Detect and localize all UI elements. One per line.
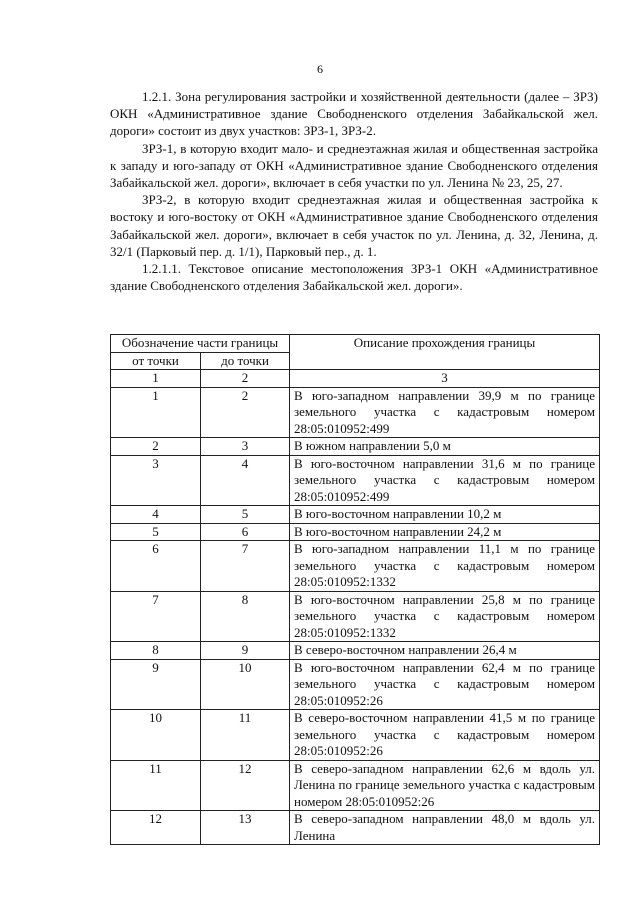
column-number: 2 bbox=[201, 370, 290, 388]
table-row bbox=[111, 455, 600, 506]
boundary-description-cell: В северо-восточном направлении 41,5 м по границе земельного участка с кадастровым номером 28:05:010952:26 bbox=[290, 710, 600, 761]
table-row bbox=[111, 591, 600, 642]
table-row bbox=[111, 760, 600, 811]
header-boundary-part: Обозначение части границы bbox=[111, 335, 290, 353]
header-from-point: от точки bbox=[111, 352, 201, 370]
to-point-cell: 5 bbox=[201, 506, 290, 524]
from-point-cell: 8 bbox=[111, 642, 201, 660]
paragraph-zrz-1-description-heading: 1.2.1.1. Текстовое описание местоположения ЗРЗ-1 ОКН «Административное здание Свободненского отделения Забайкальской жел. дороги». bbox=[110, 261, 598, 294]
boundary-description-cell: В юго-западном направлении 39,9 м по границе земельного участка с кадастровым номером 28:05:010952:499 bbox=[290, 387, 600, 438]
to-point-cell: 10 bbox=[201, 659, 290, 710]
from-point-cell: 7 bbox=[111, 591, 201, 642]
boundary-description-cell: В юго-восточном направлении 25,8 м по границе земельного участка с кадастровым номером 28:05:010952:1332 bbox=[290, 591, 600, 642]
from-point-cell: 4 bbox=[111, 506, 201, 524]
paragraph-zrz-overview: 1.2.1. Зона регулирования застройки и хозяйственной деятельности (далее – ЗРЗ) ОКН «Административное здание Свободненского отделения Забайкальской жел. дороги» состоит из двух участков: ЗРЗ-1, ЗРЗ-2. bbox=[110, 89, 598, 139]
boundary-description-cell: В северо-восточном направлении 26,4 м bbox=[290, 642, 600, 660]
body-text bbox=[110, 88, 598, 294]
table-row bbox=[111, 541, 600, 592]
boundary-description-cell: В северо-западном направлении 62,6 м вдоль ул. Ленина по границе земельного участка с кадастровым номером 28:05:010952:26 bbox=[290, 760, 600, 811]
table-row bbox=[111, 523, 600, 541]
table-row bbox=[111, 811, 600, 845]
from-point-cell: 2 bbox=[111, 438, 201, 456]
table-row bbox=[111, 506, 600, 524]
to-point-cell: 6 bbox=[201, 523, 290, 541]
boundary-table bbox=[110, 334, 600, 845]
boundary-description-cell: В юго-восточном направлении 10,2 м bbox=[290, 506, 600, 524]
boundary-description-cell: В юго-западном направлении 11,1 м по границе земельного участка с кадастровым номером 28:05:010952:1332 bbox=[290, 541, 600, 592]
column-number: 1 bbox=[111, 370, 201, 388]
to-point-cell: 3 bbox=[201, 438, 290, 456]
boundary-description-cell: В юго-восточном направлении 31,6 м по границе земельного участка с кадастровым номером 28:05:010952:499 bbox=[290, 455, 600, 506]
paragraph-zrz-2: ЗРЗ-2, в которую входит среднеэтажная жилая и общественная застройка к востоку и юго-востоку от ОКН «Административное здание Свободненского отделения Забайкальской жел. дороги», включает в себя участок по ул. Ленина, д. 32, Ленина, д. 32/1 (Парковый пер. д. 1/1), Парковый пер., д. 1. bbox=[110, 192, 598, 259]
to-point-cell: 9 bbox=[201, 642, 290, 660]
header-description: Описание прохождения границы bbox=[290, 335, 600, 370]
boundary-description-cell: В южном направлении 5,0 м bbox=[290, 438, 600, 456]
table-row bbox=[111, 659, 600, 710]
table-header-row bbox=[111, 335, 600, 353]
table-row bbox=[111, 438, 600, 456]
from-point-cell: 3 bbox=[111, 455, 201, 506]
from-point-cell: 6 bbox=[111, 541, 201, 592]
to-point-cell: 8 bbox=[201, 591, 290, 642]
boundary-description-cell: В юго-восточном направлении 62,4 м по границе земельного участка с кадастровым номером 28:05:010952:26 bbox=[290, 659, 600, 710]
to-point-cell: 4 bbox=[201, 455, 290, 506]
table-row bbox=[111, 642, 600, 660]
to-point-cell: 13 bbox=[201, 811, 290, 845]
table-row bbox=[111, 710, 600, 761]
table-row bbox=[111, 387, 600, 438]
from-point-cell: 5 bbox=[111, 523, 201, 541]
table-column-numbers-row bbox=[111, 370, 600, 388]
boundary-description-cell: В северо-западном направлении 48,0 м вдоль ул. Ленина bbox=[290, 811, 600, 845]
header-to-point: до точки bbox=[201, 352, 290, 370]
column-number: 3 bbox=[290, 370, 600, 388]
paragraph-zrz-1: ЗРЗ-1, в которую входит мало- и среднеэтажная жилая и общественная застройка к западу и юго-западу от ОКН «Административное здание Свободненского отделения Забайкальской жел. дороги», включает в себя участки по ул. Ленина № 23, 25, 27. bbox=[110, 140, 598, 191]
to-point-cell: 7 bbox=[201, 541, 290, 592]
to-point-cell: 11 bbox=[201, 710, 290, 761]
to-point-cell: 12 bbox=[201, 760, 290, 811]
from-point-cell: 11 bbox=[111, 760, 201, 811]
from-point-cell: 12 bbox=[111, 811, 201, 845]
from-point-cell: 9 bbox=[111, 659, 201, 710]
to-point-cell: 2 bbox=[201, 387, 290, 438]
from-point-cell: 10 bbox=[111, 710, 201, 761]
boundary-description-cell: В юго-восточном направлении 24,2 м bbox=[290, 523, 600, 541]
page-number: 6 bbox=[317, 62, 323, 76]
from-point-cell: 1 bbox=[111, 387, 201, 438]
